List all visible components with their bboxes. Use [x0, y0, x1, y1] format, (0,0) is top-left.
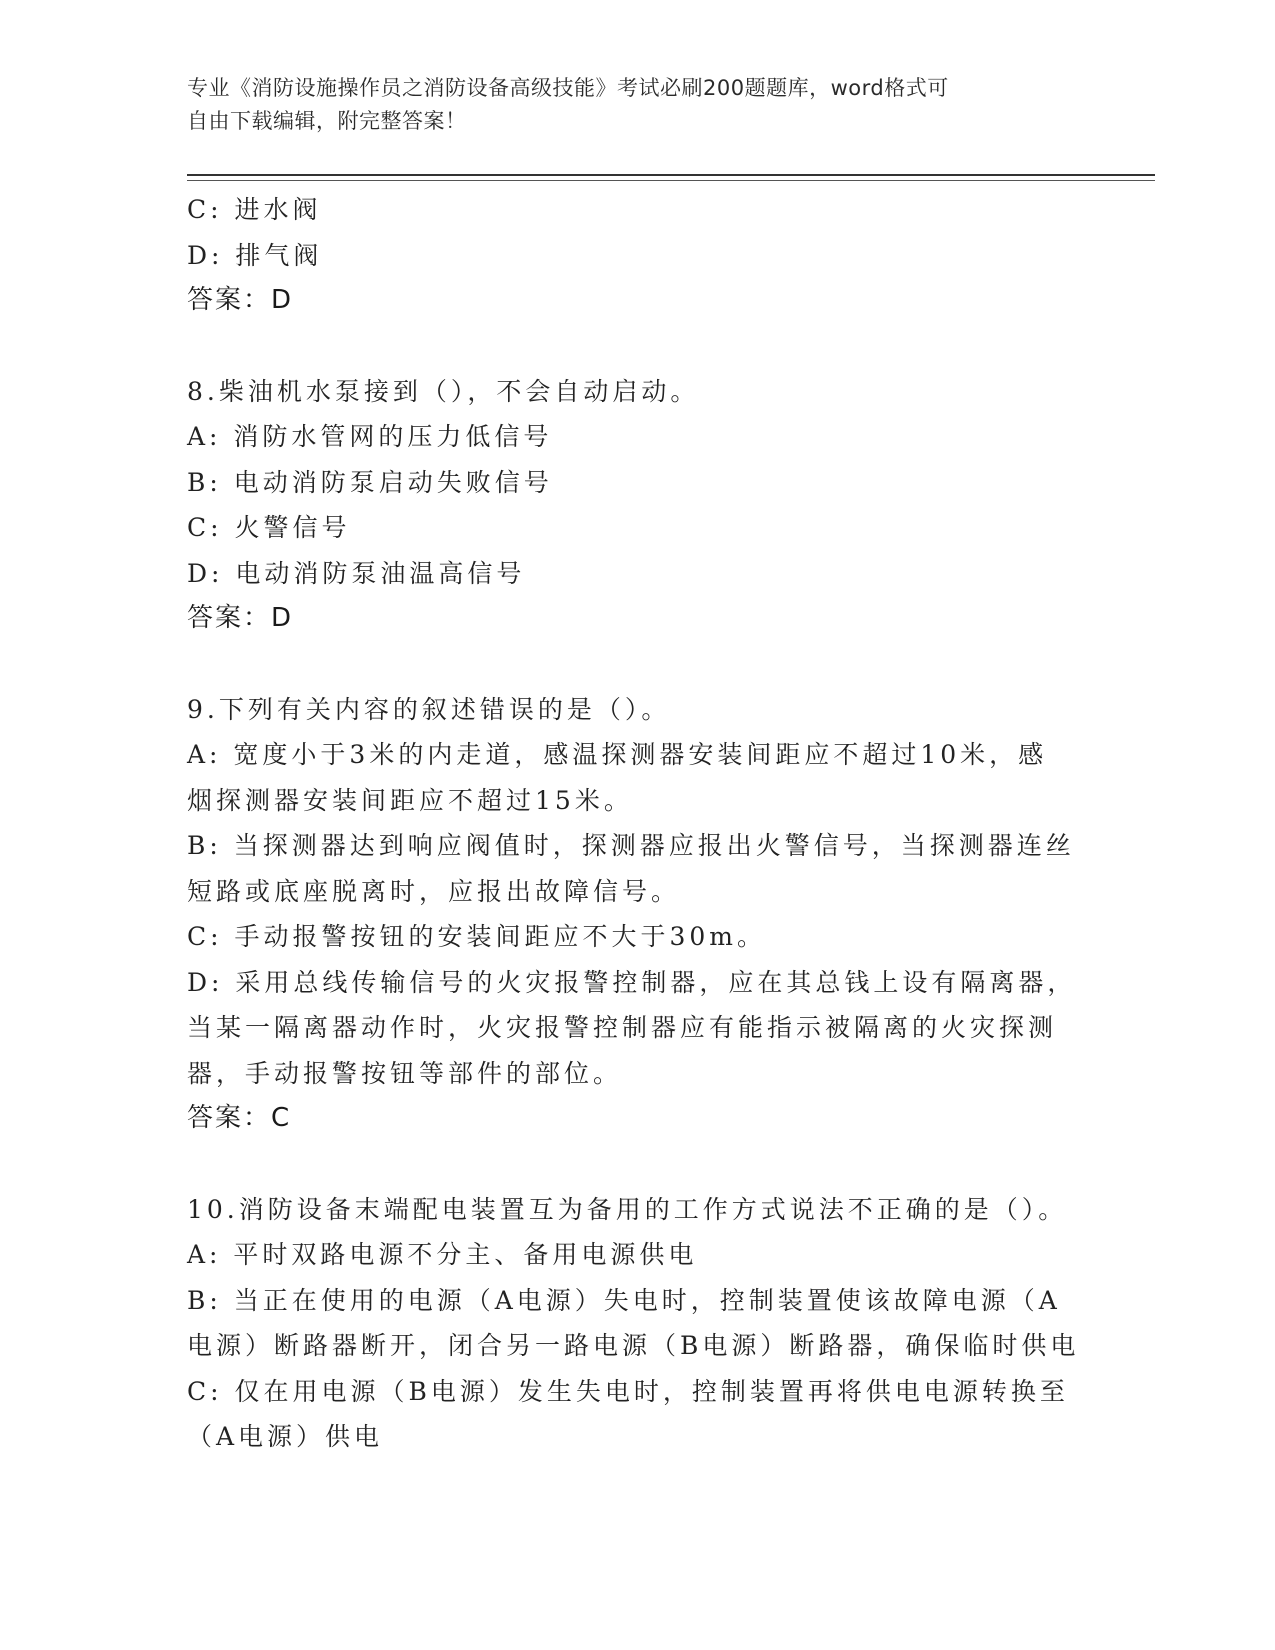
answer-line: 答案：C: [187, 1103, 292, 1133]
option-a: A: 消防水管网的压力低信号: [187, 422, 553, 451]
option-d-line-2: 当某一隔离器动作时，火灾报警控制器应有能指示被隔离的火灾探测: [187, 1013, 1058, 1042]
header-line-2: 自由下载编辑，附完整答案！: [187, 109, 467, 133]
option-c-line-1: C: 仅在用电源（B电源）发生失电时，控制装置再将供电电源转换至: [187, 1376, 1069, 1406]
option-c: C: 火警信号: [187, 513, 351, 542]
option-b-line-1: B: 当正在使用的电源（A电源）失电时，控制装置使该故障电源（A: [187, 1285, 1061, 1315]
option-d: D: 电动消防泵油温高信号: [187, 558, 526, 588]
option-d-line-1: D: 采用总线传输信号的火灾报警控制器，应在其总钱上设有隔离器，: [187, 967, 1077, 997]
answer-line: 答案：D: [187, 603, 294, 633]
header-divider-thin: [187, 180, 1155, 181]
question-9: [187, 687, 1087, 1142]
question-stem: 10.消防设备末端配电装置互为备用的工作方式说法不正确的是（）。: [187, 1194, 1068, 1224]
option-a-line-1: A: 宽度小于3米的内走道，感温探测器安装间距应不超过10米，感: [187, 740, 1048, 769]
option-a-line-2: 烟探测器安装间距应不超过15米。: [187, 785, 633, 815]
option-c: C: 手动报警按钮的安装间距应不大于30m。: [187, 922, 767, 951]
option-b-line-2: 短路或底座脱离时，应报出故障信号。: [187, 876, 681, 906]
option-c-line-2: （A电源）供电: [187, 1422, 384, 1451]
question-10: [187, 1187, 1087, 1460]
header-divider-thick: [187, 174, 1155, 176]
question-7-continued: [187, 187, 1087, 324]
document-header: [187, 72, 1067, 138]
option-b-line-2: 电源）断路器断开，闭合另一路电源（B电源）断路器，确保临时供电: [187, 1331, 1080, 1360]
spacer: [187, 324, 1087, 369]
document-body: [187, 187, 1087, 1460]
question-stem: 9.下列有关内容的叙述错误的是（）。: [187, 694, 671, 724]
question-stem: 8.柴油机水泵接到（），不会自动启动。: [187, 376, 700, 406]
option-b-line-1: B: 当探测器达到响应阀值时，探测器应报出火警信号，当探测器连丝: [187, 831, 1075, 860]
option-b: B: 电动消防泵启动失败信号: [187, 467, 553, 497]
question-8: [187, 369, 1087, 642]
header-line-1: 专业《消防设施操作员之消防设备高级技能》考试必刷200题题库，word格式可: [187, 76, 949, 100]
answer-line: 答案：D: [187, 285, 294, 315]
option-c: C: 进水阀: [187, 195, 322, 224]
spacer: [187, 642, 1087, 687]
option-d-line-3: 器，手动报警按钮等部件的部位。: [187, 1058, 623, 1088]
option-d: D: 排气阀: [187, 240, 323, 270]
option-a: A: 平时双路电源不分主、备用电源供电: [187, 1240, 698, 1269]
spacer: [187, 1142, 1087, 1187]
